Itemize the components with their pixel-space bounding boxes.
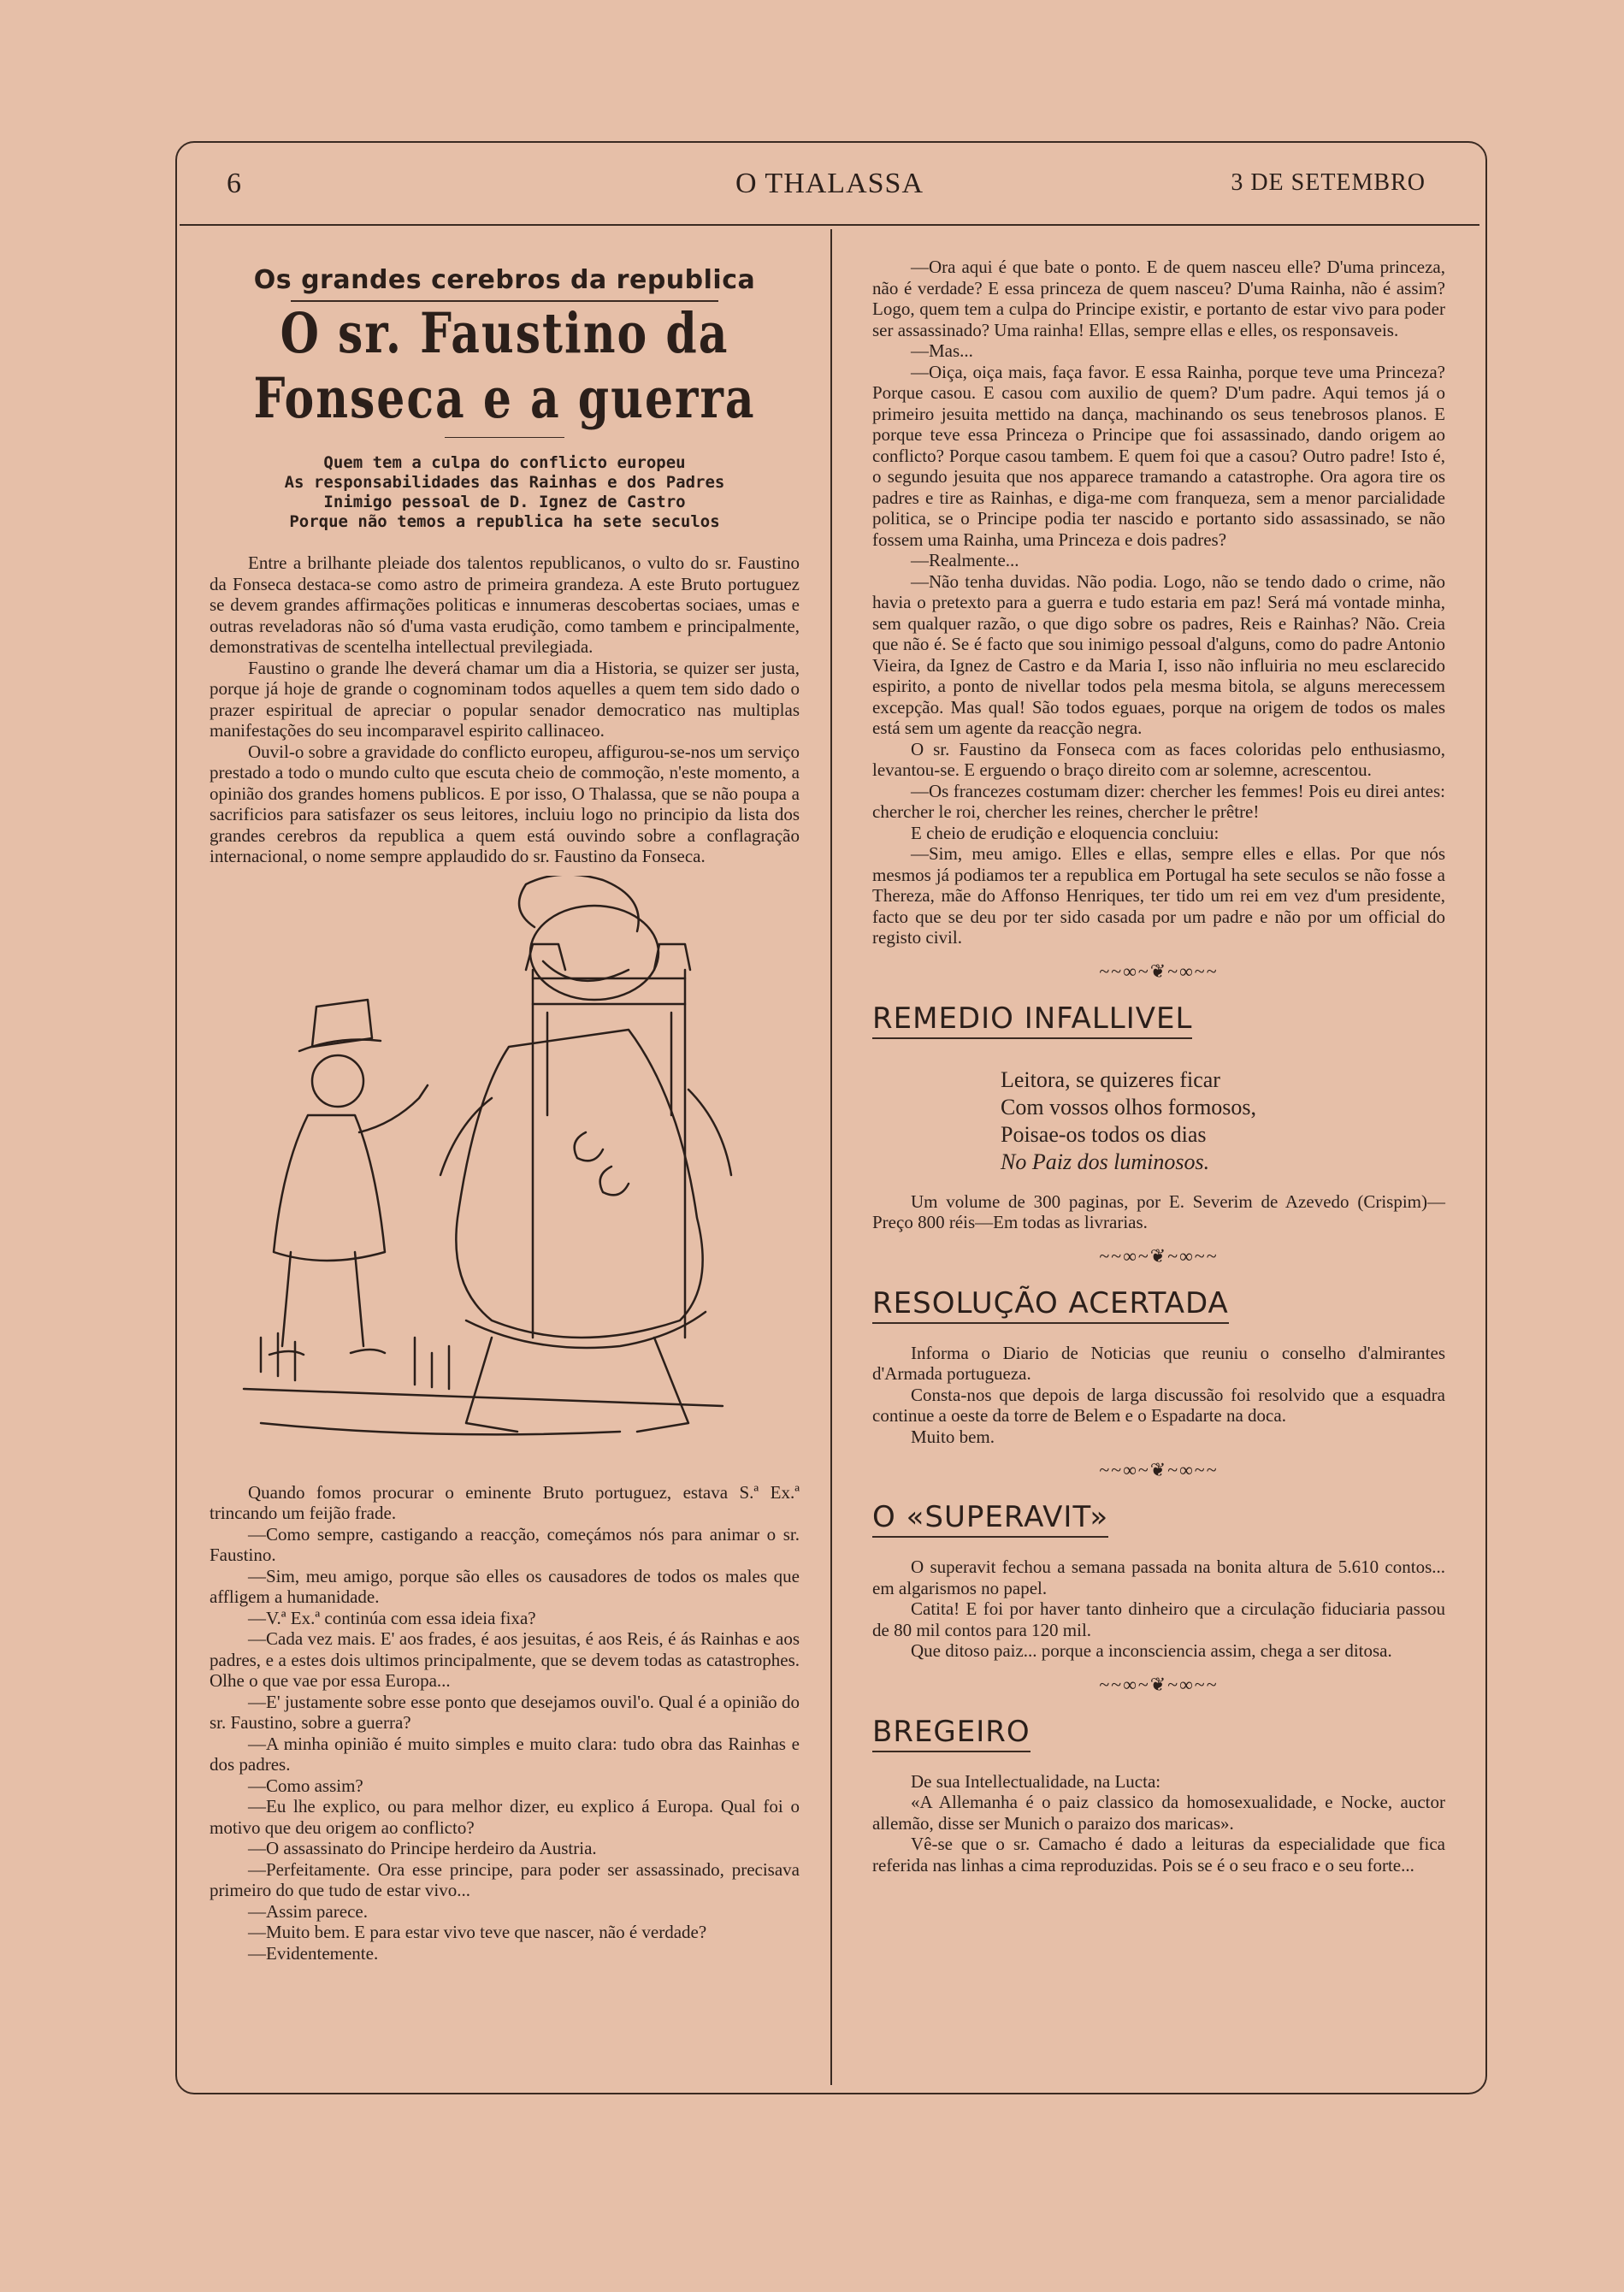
article-paragraph: Catita! E foi por haver tanto dinheiro que a circulação fiduciaria passou de 80 mil contos para 120 mil. (872, 1598, 1445, 1640)
article-paragraph: O superavit fechou a semana passada na bonita altura de 5.610 contos... em algarismos no papel. (872, 1557, 1445, 1598)
article-paragraph: De sua Intellectualidade, na Lucta: (911, 1770, 1161, 1792)
ornament-divider: ~~∞~❦~∞~~ (1099, 1244, 1219, 1267)
dialogue-line: —Evidentemente. (248, 1942, 379, 1964)
dialogue-line: E cheio de erudição e eloquencia concluiu: (911, 822, 1219, 843)
article-paragraph: Vê-se que o sr. Camacho é dado a leituras da especialidade que fica referida nas linhas a cima reproduzidas. Pois se é o seu fraco e o seu forte... (872, 1834, 1445, 1876)
poem-line: Com vossos olhos formosos, (1001, 1094, 1257, 1119)
newspaper-title: O THALASSA (735, 168, 924, 199)
summary-line: Porque não temos a republica ha sete seculos (289, 512, 720, 531)
article-paragraph: «A Allemanha é o paiz classico da homosexualidade, e Nocke, auctor allemão, disse ser Munich o paraizo dos maricas». (872, 1792, 1445, 1834)
dialogue-line: —Assim parece. (248, 1900, 368, 1922)
dialogue-line: —V.ª Ex.ª continúa com essa ideia fixa? (248, 1607, 536, 1628)
advert-poem (1001, 1066, 1445, 1176)
page-header (175, 164, 1484, 198)
dialogue-line: Quando fomos procurar o eminente Bruto portuguez, estava S.ª Ex.ª trincando um feijão frade. (210, 1481, 800, 1523)
header-rule (180, 224, 1479, 226)
article-paragraph: Consta-nos que depois de larga discussão foi resolvido que a esquadra continue a oeste da torre de Belem e o Espadarte na doca. (872, 1384, 1445, 1426)
dialogue-line: —Oiça, oiça mais, faça favor. E essa Rainha, porque teve uma Princeza? Porque casou. E casou com auxilio de quem? D'um padre. Aqui temos já o primeiro jesuita mettido na dança, machinando os seus tenebrosos planos. E porque teve essa Princeza o Principe que foi assassinado, dando origem ao conflicto? Porque casou tambem. E quem foi que a casou? Outro padre! Isto é, o segundo jesuita que nos apparece tramando a catastrophe. Ora agora tire os padres e tire as Rainhas, e diga-me com franqueza, sem a menor parcialidade politica, se o Principe podia ter nascido e portanto sido assassinado, se não fossem uma Rainha, uma Princeza e dois padres? (872, 361, 1445, 550)
dialogue-line: —Ora aqui é que bate o ponto. E de quem nasceu elle? D'uma princeza, não é verdade? E essa princeza de quem nasceu? D'uma Rainha, não é assim? Logo, quem tem a culpa do Principe existir, e portanto de estar vivo para poder ser assassinado? Uma rainha! Ellas, sempre ellas e elles, os responsaveis. (872, 257, 1445, 340)
poem-line: No Paiz dos luminosos. (1001, 1149, 1210, 1174)
section-title-bregeiro: BREGEIRO (872, 1715, 1031, 1752)
dialogue-line: —Os francezes costumam dizer: chercher les femmes! Pois eu direi antes: chercher le roi, chercher les reines, chercher le prêtre! (872, 780, 1445, 822)
dialogue-line: —A minha opinião é muito simples e muito clara: tudo obra das Rainhas e dos padres. (210, 1733, 800, 1775)
article-summary (210, 453, 800, 532)
poem-line: Poisae-os todos os dias (1001, 1121, 1207, 1147)
dialogue-line: —Como sempre, castigando a reacção, começámos nós para animar o sr. Faustino. (210, 1523, 800, 1565)
ornament-divider: ~~∞~❦~∞~~ (1099, 960, 1219, 982)
advert-text: Um volume de 300 paginas, por E. Severim de Azevedo (Crispim)—Preço 800 réis—Em todas as livrarias. (872, 1190, 1445, 1232)
right-column (872, 257, 1445, 1876)
dialogue-line: —Mas... (911, 340, 973, 361)
article-paragraph: Informa o Diario de Noticias que reuniu o conselho d'almirantes d'Armada portugueza. (872, 1342, 1445, 1384)
article-kicker: Os grandes cerebros da republica (253, 265, 756, 295)
dialogue-line: —Realmente... (911, 550, 1019, 570)
article-paragraph: Faustino o grande lhe deverá chamar um dia a Historia, se quizer ser justa, porque já hoje de grande o cognominam todos aquelles a quem tem sido dado o prazer espiritual de apreciar o popular senador democratico nas multiplas manifestações do seu incomparavel espirito callinaceo. (210, 657, 800, 741)
section-title-resolucao: RESOLUÇÃO ACERTADA (872, 1286, 1229, 1324)
dialogue-line: —Cada vez mais. E' aos frades, é aos jesuitas, é aos Reis, é ás Rainhas e aos padres, e a estes dois ultimos principalmente, que se devem todas as catastrophes. Olhe o que vae por essa Europa... (210, 1628, 800, 1691)
article-paragraph: Muito bem. (911, 1426, 995, 1447)
summary-line: As responsabilidades das Rainhas e dos Padres (284, 473, 725, 492)
dialogue-line: —Eu lhe explico, ou para melhor dizer, eu explico á Europa. Qual foi o motivo que deu origem ao conflicto? (210, 1796, 800, 1838)
dialogue-line: O sr. Faustino da Fonseca com as faces coloridas pelo enthusiasmo, levantou-se. E erguendo o braço direito com ar solemne, acrescentou. (872, 738, 1445, 780)
page-number: 6 (227, 168, 242, 199)
section-title-superavit: O «SUPERAVIT» (872, 1500, 1108, 1538)
headline-rule (445, 437, 564, 438)
summary-line: Inimigo pessoal de D. Ignez de Castro (323, 493, 686, 511)
ornament-divider: ~~∞~❦~∞~~ (1099, 1673, 1219, 1695)
article-paragraph: Ouvil-o sobre a gravidade do conflicto europeu, affigurou-se-nos um serviço prestado a todo o mundo culto que escuta cheio de commoção, n'este momento, a opinião dos grandes homens publicos. E por isso, O Thalassa, que se não poupa a sacrificios para satisfazer os seus leitores, incluiu logo no principio da lista dos grandes cerebros da republica a quem está ouvindo sobre a conflagração internacional, o nome sempre applaudido do sr. Faustino da Fonseca. (210, 741, 800, 866)
section-title-remedio: REMEDIO INFALLIVEL (872, 1001, 1192, 1039)
dialogue-line: —E' justamente sobre esse ponto que desejamos ouvil'o. Qual é a opinião do sr. Faustino, sobre a guerra? (210, 1691, 800, 1733)
summary-line: Quem tem a culpa do conflicto europeu (323, 453, 686, 472)
ornament-divider: ~~∞~❦~∞~~ (1099, 1459, 1219, 1480)
dialogue-line: —Como assim? (248, 1775, 363, 1796)
dialogue-line: —O assassinato do Principe herdeiro da Austria. (248, 1838, 597, 1858)
dialogue-line: —Perfeitamente. Ora esse principe, para poder ser assassinado, precisava primeiro do que tudo de estar vivo... (210, 1858, 800, 1900)
poem-line: Leitora, se quizeres ficar (1001, 1066, 1220, 1092)
article-headline: O sr. Faustino da Fonseca e a guerra (253, 300, 756, 432)
dialogue-line: —Muito bem. E para estar vivo teve que nascer, não é verdade? (248, 1922, 707, 1942)
article-paragraph: Que ditoso paiz... porque a inconsciencia assim, chega a ser ditosa. (911, 1640, 1392, 1661)
column-divider (830, 229, 832, 2085)
dialogue-line: —Sim, meu amigo. Elles e ellas, sempre elles e ellas. Por que nós mesmos já podiamos ter a republica em Portugal ha sete seculos se não fosse a Thereza, mãe do Affonso Henriques, ter tido um rei em vez d'um presidente, facto que se deu por ter sido casada por um padre e não por um official do registo civil. (872, 843, 1445, 948)
issue-date: 3 DE SETEMBRO (1231, 169, 1426, 196)
dialogue-line: —Não tenha duvidas. Não podia. Logo, não se tendo dado o crime, não havia o pretexto para a guerra e tudo estaria em paz! Será má vontade minha, sem qualquer razão, o que digo sobre os padres, Reis e Rainhas? Não. Creia que não é. Se é facto que sou inimigo pessoal d'alguns, como do padre Antonio Vieira, da Ignez de Castro e da Maria I, isso não influiria no meu esclarecido espirito, a ponto de nivellar todos pela mesma bitola, se alguns merecessem excepção. Mas qual! São todos eguaes, porque na origem de todos os males está sem um agente da reacção negra. (872, 570, 1445, 738)
left-column (210, 257, 800, 1964)
caricature-illustration (210, 876, 800, 1466)
article-paragraph: Entre a brilhante pleiade dos talentos republicanos, o vulto do sr. Faustino da Fonseca destaca-se como astro de primeira grandeza. A este Bruto portuguez se devem grandes affirmações politicas e innumeras descobertas sociaes, umas e outras reveladoras não só d'uma vasta erudição, como tambem e principalmente, demonstrativas de scentelha intellectual previlegiada. (210, 552, 800, 657)
dialogue-line: —Sim, meu amigo, porque são elles os causadores de todos os males que affligem a humanidade. (210, 1565, 800, 1607)
